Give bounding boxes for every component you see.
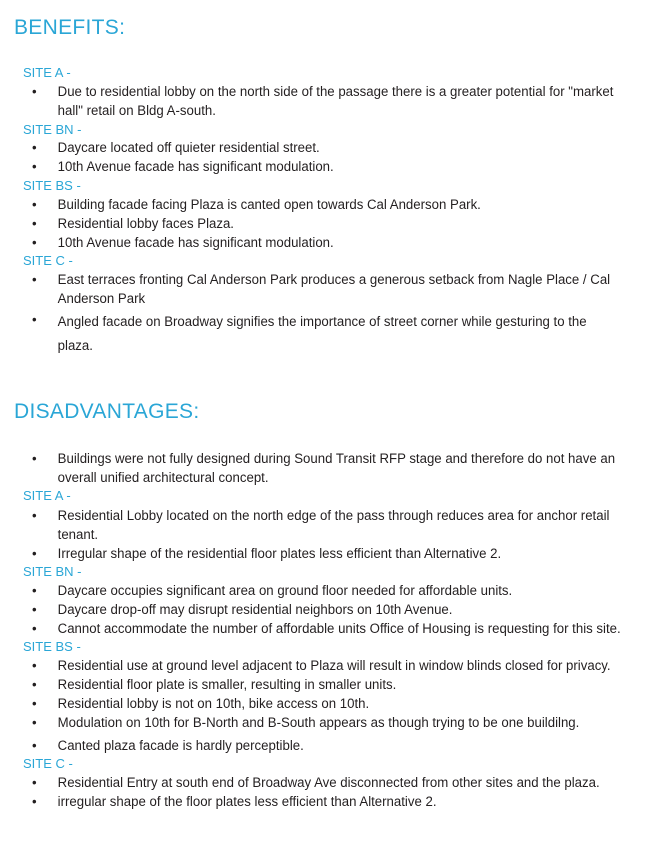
- bullet: •: [32, 508, 37, 523]
- list-item-text: Anderson Park: [57, 291, 146, 306]
- bullet: •: [32, 235, 37, 250]
- bullet: •: [32, 546, 37, 561]
- bullet: •: [32, 602, 37, 617]
- list-item-text: 10th Avenue facade has significant modulation.: [57, 235, 334, 250]
- list-item-text: Residential lobby faces Plaza.: [57, 216, 234, 231]
- bullet: •: [32, 658, 37, 673]
- disadvantages-site-c-label: SITE C -: [23, 756, 73, 771]
- list-item-text: Daycare located off quieter residential street.: [57, 140, 320, 155]
- disadvantages-site-bs-label: SITE BS -: [23, 639, 81, 654]
- benefits-heading: BENEFITS:: [14, 16, 126, 39]
- list-item-text: Residential lobby is not on 10th, bike access on 10th.: [57, 696, 370, 711]
- bullet: •: [32, 216, 37, 231]
- list-item-text: East terraces fronting Cal Anderson Park produces a generous setback from Nagle Place / Cal: [57, 272, 611, 287]
- list-item-text: Irregular shape of the residential floor plates less efficient than Alternative 2.: [57, 546, 502, 561]
- benefits-site-c-label: SITE C -: [23, 253, 73, 268]
- list-item-text: plaza.: [57, 338, 93, 353]
- bullet: •: [32, 738, 37, 753]
- bullet: •: [32, 794, 37, 809]
- bullet: •: [32, 621, 37, 636]
- list-item-text: Canted plaza facade is hardly perceptible.: [57, 738, 304, 753]
- list-item-text: Residential Entry at south end of Broadway Ave disconnected from other sites and the plaza.: [57, 775, 600, 790]
- list-item-text: Buildings were not fully designed during Sound Transit RFP stage and therefore do not have an: [57, 451, 616, 466]
- bullet: •: [32, 312, 37, 327]
- list-item-text: Daycare occupies significant area on ground floor needed for affordable units.: [57, 583, 513, 598]
- list-item-text: irregular shape of the floor plates less efficient than Alternative 2.: [57, 794, 437, 809]
- list-item-text: Building facade facing Plaza is canted open towards Cal Anderson Park.: [57, 197, 481, 212]
- list-item-text: 10th Avenue facade has significant modulation.: [57, 159, 334, 174]
- list-item-text: Residential use at ground level adjacent to Plaza will result in window blinds closed for privacy.: [57, 658, 611, 673]
- list-item-text: Residential floor plate is smaller, resulting in smaller units.: [57, 677, 397, 692]
- bullet: •: [32, 140, 37, 155]
- bullet: •: [32, 197, 37, 212]
- list-item-text: overall unified architectural concept.: [57, 470, 269, 485]
- bullet: •: [32, 451, 37, 466]
- disadvantages-heading: DISADVANTAGES:: [14, 400, 200, 423]
- bullet: •: [32, 159, 37, 174]
- list-item-text: hall" retail on Bldg A-south.: [57, 103, 216, 118]
- list-item-text: Angled facade on Broadway signifies the importance of street corner while gesturing to the: [57, 314, 587, 329]
- list-item-text: Due to residential lobby on the north side of the passage there is a greater potential for "market: [57, 84, 614, 99]
- list-item-text: Residential Lobby located on the north edge of the pass through reduces area for anchor retail: [57, 508, 610, 523]
- bullet: •: [32, 583, 37, 598]
- bullet: •: [32, 84, 37, 99]
- benefits-site-bs-label: SITE BS -: [23, 178, 81, 193]
- bullet: •: [32, 715, 37, 730]
- benefits-site-a-label: SITE A -: [23, 65, 71, 80]
- bullet: •: [32, 677, 37, 692]
- list-item-text: Modulation on 10th for B-North and B-South appears as though trying to be one buildilng.: [57, 715, 580, 730]
- bullet: •: [32, 696, 37, 711]
- benefits-site-bn-label: SITE BN -: [23, 122, 82, 137]
- list-item-text: Daycare drop-off may disrupt residential neighbors on 10th Avenue.: [57, 602, 453, 617]
- bullet: •: [32, 272, 37, 287]
- disadvantages-site-bn-label: SITE BN -: [23, 564, 82, 579]
- bullet: •: [32, 775, 37, 790]
- list-item-text: tenant.: [57, 527, 99, 542]
- disadvantages-site-a-label: SITE A -: [23, 488, 71, 503]
- list-item-text: Cannot accommodate the number of affordable units Office of Housing is requesting for this site.: [57, 621, 621, 636]
